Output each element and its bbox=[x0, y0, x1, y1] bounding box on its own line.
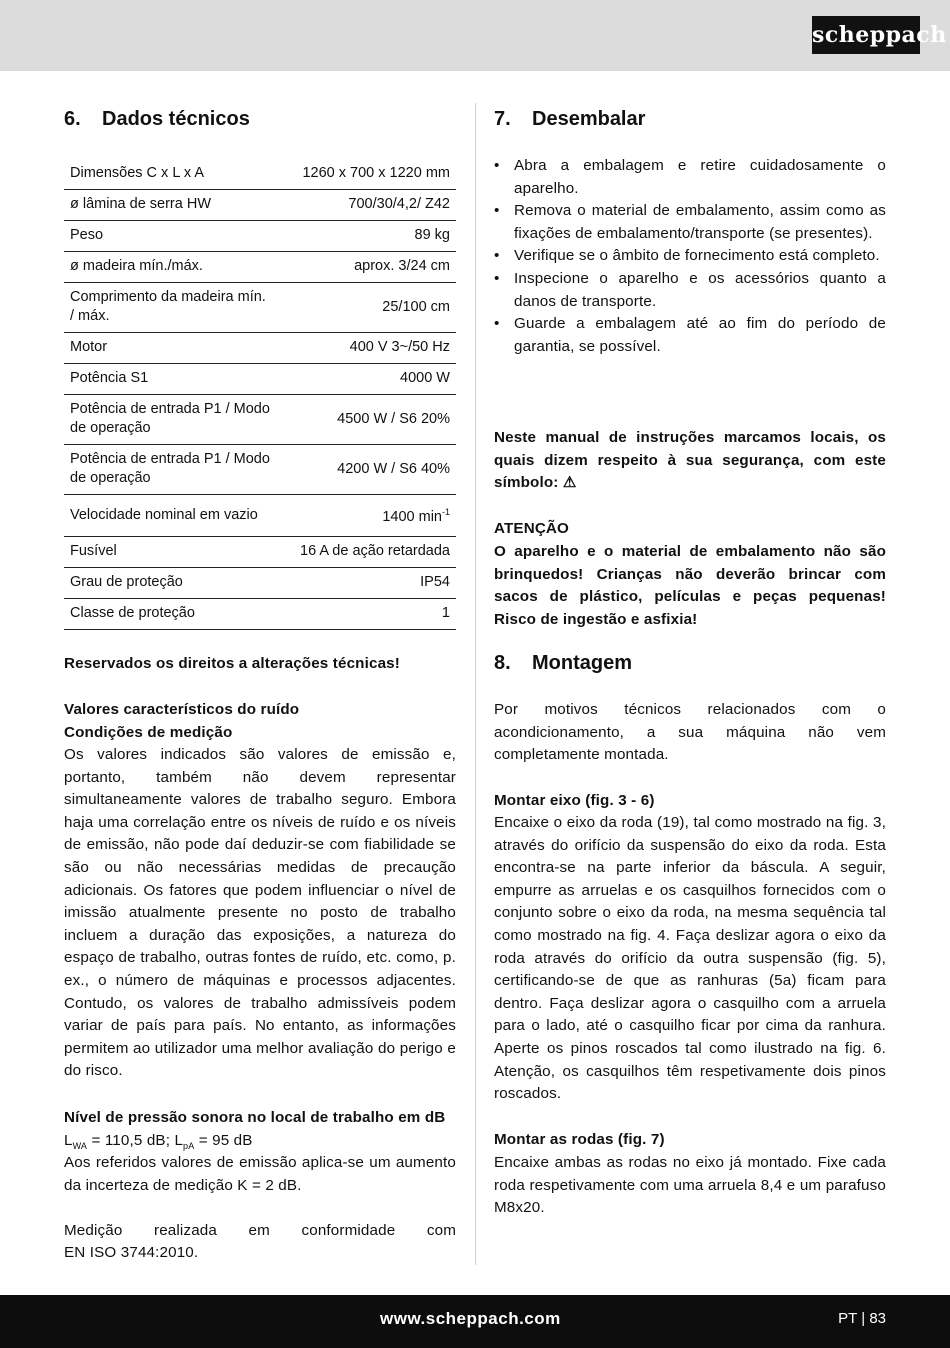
lwa-symbol: L bbox=[64, 1132, 73, 1149]
table-row bbox=[64, 567, 456, 598]
language-code: PT bbox=[838, 1310, 858, 1327]
spec-value: 4200 W / S6 40% bbox=[276, 444, 456, 494]
wheels-title: Montar as rodas (fig. 7) bbox=[494, 1131, 665, 1148]
list-item: • Remova o material de embalamento, assim como as fixações de embalamento/transporte (se presentes). bbox=[494, 200, 886, 245]
section-heading-technical-data bbox=[64, 108, 250, 131]
column-divider bbox=[475, 103, 476, 1265]
spec-label: ø lâmina de serra HW bbox=[64, 189, 276, 220]
table-row bbox=[64, 282, 456, 332]
list-item: • Verifique se o âmbito de fornecimento está completo. bbox=[494, 245, 886, 268]
uncertainty-paragraph: Aos referidos valores de emissão aplica-se um aumento da incerteza de medição K = 2 dB. bbox=[64, 1154, 456, 1194]
wheels-paragraph: Encaixe ambas as rodas no eixo já montado. Fixe cada roda respetivamente com uma arruela 8,4 e um parafuso M8x20. bbox=[494, 1154, 886, 1217]
spec-table bbox=[64, 158, 456, 630]
table-row bbox=[64, 444, 456, 494]
spec-label: Peso bbox=[64, 220, 276, 251]
attention-title: ATENÇÃO bbox=[494, 520, 570, 537]
table-row bbox=[64, 536, 456, 567]
spec-value: 25/100 cm bbox=[276, 282, 456, 332]
section-heading-unpacking bbox=[494, 108, 645, 131]
table-row bbox=[64, 494, 456, 536]
table-row bbox=[64, 158, 456, 189]
page-number: 83 bbox=[869, 1310, 886, 1327]
noise-values-title: Valores característicos do ruído bbox=[64, 701, 300, 718]
unpack-list bbox=[494, 155, 886, 358]
website-link[interactable]: www.scheppach.com bbox=[380, 1309, 561, 1328]
spec-label: Potência de entrada P1 / Modo de operação bbox=[64, 444, 276, 494]
lpa-value: = 95 dB bbox=[194, 1132, 253, 1149]
spec-label: Potência de entrada P1 / Modo de operação bbox=[64, 394, 276, 444]
table-row bbox=[64, 363, 456, 394]
sound-pressure-title: Nível de pressão sonora no local de trabalho em dB bbox=[64, 1109, 446, 1126]
section-number: 8. bbox=[494, 652, 511, 674]
section-number: 7. bbox=[494, 108, 511, 130]
list-item: • Inspecione o aparelho e os acessórios quanto a danos de transporte. bbox=[494, 268, 886, 313]
spec-label: ø madeira mín./máx. bbox=[64, 251, 276, 282]
spec-value: 700/30/4,2/ Z42 bbox=[276, 189, 456, 220]
brand-logo: scheppach bbox=[812, 16, 920, 54]
spec-value: 4500 W / S6 20% bbox=[276, 394, 456, 444]
spec-value: 400 V 3~/50 Hz bbox=[276, 332, 456, 363]
section-title: Montagem bbox=[532, 652, 632, 674]
section-heading-assembly bbox=[494, 652, 632, 675]
spec-label: Motor bbox=[64, 332, 276, 363]
lpa-subscript: pA bbox=[183, 1141, 195, 1152]
safety-symbol-note: Neste manual de instruções marcamos locais, os quais dizem respeito à sua segurança, com este símbolo: ⚠ bbox=[494, 429, 886, 492]
header-bar bbox=[0, 0, 950, 71]
section-number: 6. bbox=[64, 108, 81, 130]
spec-value: 1260 x 700 x 1220 mm bbox=[276, 158, 456, 189]
page-indicator: PT | 83 bbox=[838, 1310, 886, 1327]
measurement-conditions-title: Condições de medição bbox=[64, 724, 233, 741]
spec-value: aprox. 3/24 cm bbox=[276, 251, 456, 282]
table-row bbox=[64, 189, 456, 220]
conformity-line-1: Medição realizada em conformidade com bbox=[64, 1222, 456, 1239]
spec-label: Fusível bbox=[64, 536, 276, 567]
spec-value: 16 A de ação retardada bbox=[276, 536, 456, 567]
assembly-intro: Por motivos técnicos relacionados com o acondicionamento, a sua máquina não vem completamente montada. bbox=[494, 701, 886, 764]
section-title: Dados técnicos bbox=[102, 108, 250, 130]
spec-value: 4000 W bbox=[276, 363, 456, 394]
spec-label: Velocidade nominal em vazio bbox=[64, 494, 276, 536]
reserved-rights-note: Reservados os direitos a alterações técnicas! bbox=[64, 655, 400, 672]
section-title: Desembalar bbox=[532, 108, 646, 130]
spec-label: Potência S1 bbox=[64, 363, 276, 394]
noise-paragraph: Os valores indicados são valores de emissão e, portanto, também não devem representar simultaneamente valores de trabalho seguro. Embora haja uma correlação entre os níveis de ruído e os níveis de emissão, não pode daí deduzir-se com fiabilidade se são ou não necessárias medidas de precaução adicionais. Os fatores que podem influenciar o nível de imissão atualmente presente no posto de trabalho incluem a duração das exposições, a natureza do espaço de trabalho, outras fontes de ruído, etc. como, p. ex., o número de máquinas e processos adjacentes. Contudo, os valores de trabalho admissíveis podem variar de país para país. No entanto, as informações permitem ao utilizador uma melhor avaliação do perigo e do risco. bbox=[64, 746, 456, 1080]
spec-label: Classe de proteção bbox=[64, 598, 276, 629]
list-item: • Abra a embalagem e retire cuidadosamente o aparelho. bbox=[494, 155, 886, 200]
axle-title: Montar eixo (fig. 3 - 6) bbox=[494, 792, 655, 809]
table-row bbox=[64, 220, 456, 251]
speed-unit-exponent: -1 bbox=[441, 507, 450, 518]
spec-label: Comprimento da madeira mín. / máx. bbox=[64, 282, 276, 332]
axle-paragraph: Encaixe o eixo da roda (19), tal como mostrado na fig. 3, através do orifício da suspensão do eixo da roda. Esta encontra-se na parte inferior da báscula. A seguir, empurre as arruelas e os casquilhos fornecidos com o conjunto sobre o eixo da roda, na mesma sequência tal como mostrado na fig. 4. Faça deslizar agora o eixo da roda através do orifício da outra suspensão (fig. 5), certificando-se de que as ranhuras (5a) ficam para dentro. Faça deslizar agora o casquilho com a arruela para o lado, até o casquilho ficar por cima da ranhura. Aperte os pinos roscados tal como ilustrado na fig. 6. Atenção, os casquilhos têm respetivamente dois pinos roscados. bbox=[494, 814, 886, 1103]
attention-text: O aparelho e o material de embalamento não são brinquedos! Crianças não deverão brincar com sacos de plástico, películas e peças pequenas! Risco de ingestão e asfixia! bbox=[494, 543, 886, 628]
spec-value: IP54 bbox=[276, 567, 456, 598]
table-row bbox=[64, 598, 456, 629]
spec-value: 1 bbox=[276, 598, 456, 629]
table-row bbox=[64, 394, 456, 444]
spec-value: 89 kg bbox=[276, 220, 456, 251]
list-item: • Guarde a embalagem até ao fim do período de garantia, se possível. bbox=[494, 313, 886, 358]
footer-bar bbox=[0, 1295, 950, 1348]
conformity-line-2: EN ISO 3744:2010. bbox=[64, 1244, 199, 1261]
table-row bbox=[64, 332, 456, 363]
spec-label: Grau de proteção bbox=[64, 567, 276, 598]
table-row bbox=[64, 251, 456, 282]
lwa-subscript: WA bbox=[72, 1141, 88, 1152]
speed-value: 1400 min bbox=[382, 508, 442, 525]
spec-label: Dimensões C x L x A bbox=[64, 158, 276, 189]
lwa-value: = 110,5 dB; L bbox=[87, 1132, 184, 1149]
spec-value bbox=[276, 494, 456, 536]
